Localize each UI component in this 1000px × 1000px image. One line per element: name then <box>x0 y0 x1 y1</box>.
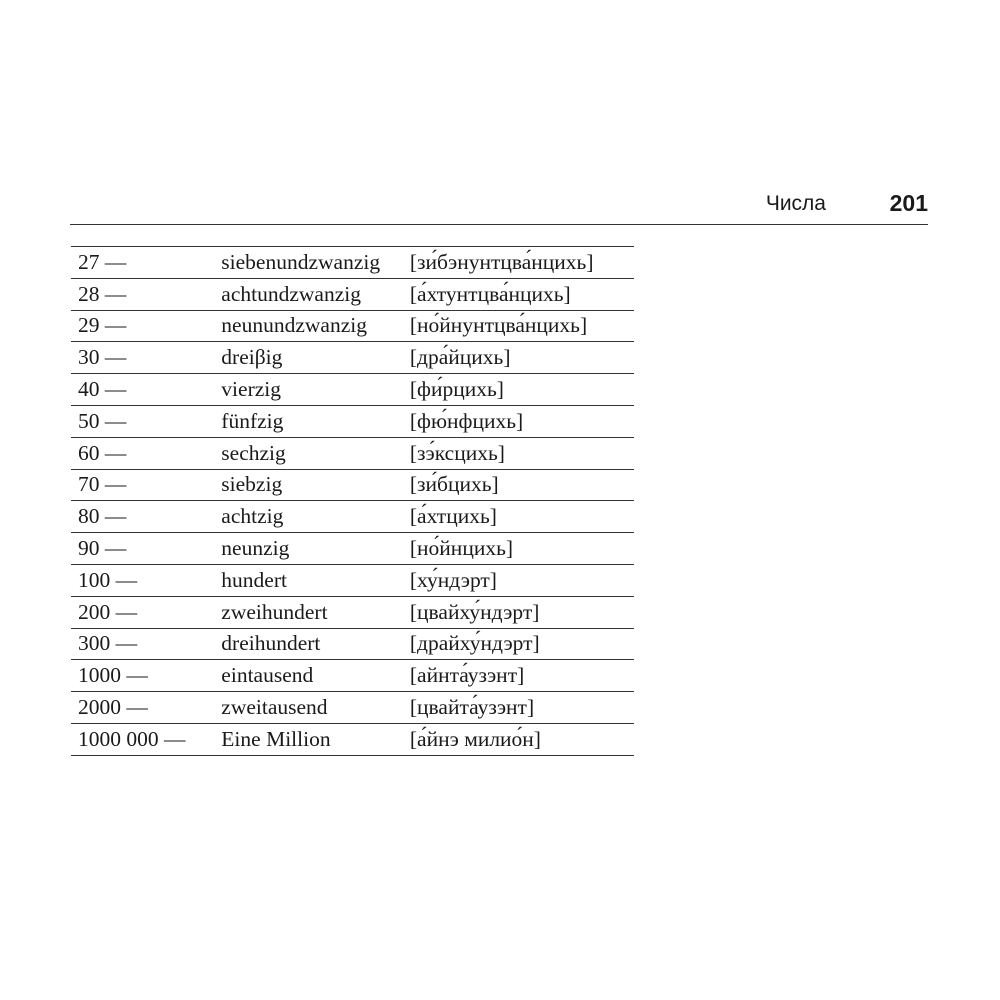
number-cell: 200 — <box>71 596 221 628</box>
table-row <box>71 278 634 310</box>
number-cell: 100 — <box>71 564 221 596</box>
german-word-cell: zweihundert <box>221 596 410 628</box>
table-row <box>71 501 634 533</box>
german-word-cell: dreihundert <box>221 628 410 660</box>
german-word-cell: achtundzwanzig <box>221 278 410 310</box>
table-row <box>71 564 634 596</box>
german-word-cell: fünfzig <box>221 405 410 437</box>
german-word-cell: eintausend <box>221 660 410 692</box>
german-word-cell: vierzig <box>221 374 410 406</box>
german-word-cell: Eine Million <box>221 723 410 755</box>
table-row <box>71 374 634 406</box>
table-row <box>71 342 634 374</box>
number-cell: 27 — <box>71 247 221 279</box>
german-word-cell: dreiβig <box>221 342 410 374</box>
transcription-cell: [фю́нфцихь] <box>410 405 634 437</box>
german-word-cell: siebenundzwanzig <box>221 247 410 279</box>
page-number: 201 <box>889 190 928 216</box>
numbers-table <box>71 246 634 756</box>
transcription-cell: [цвайху́ндэрт] <box>410 596 634 628</box>
transcription-cell: [а́хтцихь] <box>410 501 634 533</box>
transcription-cell: [а́хтунтцва́нцихь] <box>410 278 634 310</box>
german-word-cell: achtzig <box>221 501 410 533</box>
transcription-cell: [а́йнэ милио́н] <box>410 723 634 755</box>
transcription-cell: [айнта́узэнт] <box>410 660 634 692</box>
number-cell: 60 — <box>71 437 221 469</box>
german-word-cell: neunzig <box>221 533 410 565</box>
number-cell: 40 — <box>71 374 221 406</box>
german-word-cell: siebzig <box>221 469 410 501</box>
page-header <box>70 188 928 225</box>
table-row <box>71 723 634 755</box>
german-word-cell: neunundzwanzig <box>221 310 410 342</box>
section-title: Числа <box>765 192 826 215</box>
german-word-cell: zweitausend <box>221 692 410 724</box>
transcription-cell: [драйху́ндэрт] <box>410 628 634 660</box>
transcription-cell: [цвайта́узэнт] <box>410 692 634 724</box>
number-cell: 28 — <box>71 278 221 310</box>
german-word-cell: hundert <box>221 564 410 596</box>
german-word-cell: sechzig <box>221 437 410 469</box>
table-row <box>71 660 634 692</box>
transcription-cell: [но́йнцихь] <box>410 533 634 565</box>
number-cell: 30 — <box>71 342 221 374</box>
transcription-cell: [зи́бцихь] <box>410 469 634 501</box>
table-row <box>71 310 634 342</box>
transcription-cell: [дра́йцихь] <box>410 342 634 374</box>
number-cell: 29 — <box>71 310 221 342</box>
table-row <box>71 405 634 437</box>
transcription-cell: [но́йнунтцва́нцихь] <box>410 310 634 342</box>
table-row <box>71 692 634 724</box>
number-cell: 50 — <box>71 405 221 437</box>
number-cell: 1000 000 — <box>71 723 221 755</box>
table-row <box>71 533 634 565</box>
table-row <box>71 469 634 501</box>
number-cell: 80 — <box>71 501 221 533</box>
number-cell: 2000 — <box>71 692 221 724</box>
number-cell: 90 — <box>71 533 221 565</box>
number-cell: 70 — <box>71 469 221 501</box>
table-row <box>71 437 634 469</box>
table-row <box>71 596 634 628</box>
table-row <box>71 628 634 660</box>
transcription-cell: [фи́рцихь] <box>410 374 634 406</box>
transcription-cell: [ху́ндэрт] <box>410 564 634 596</box>
number-cell: 1000 — <box>71 660 221 692</box>
table-row <box>71 247 634 279</box>
transcription-cell: [зи́бэнунтцва́нцихь] <box>410 247 634 279</box>
transcription-cell: [зэ́ксцихь] <box>410 437 634 469</box>
number-cell: 300 — <box>71 628 221 660</box>
